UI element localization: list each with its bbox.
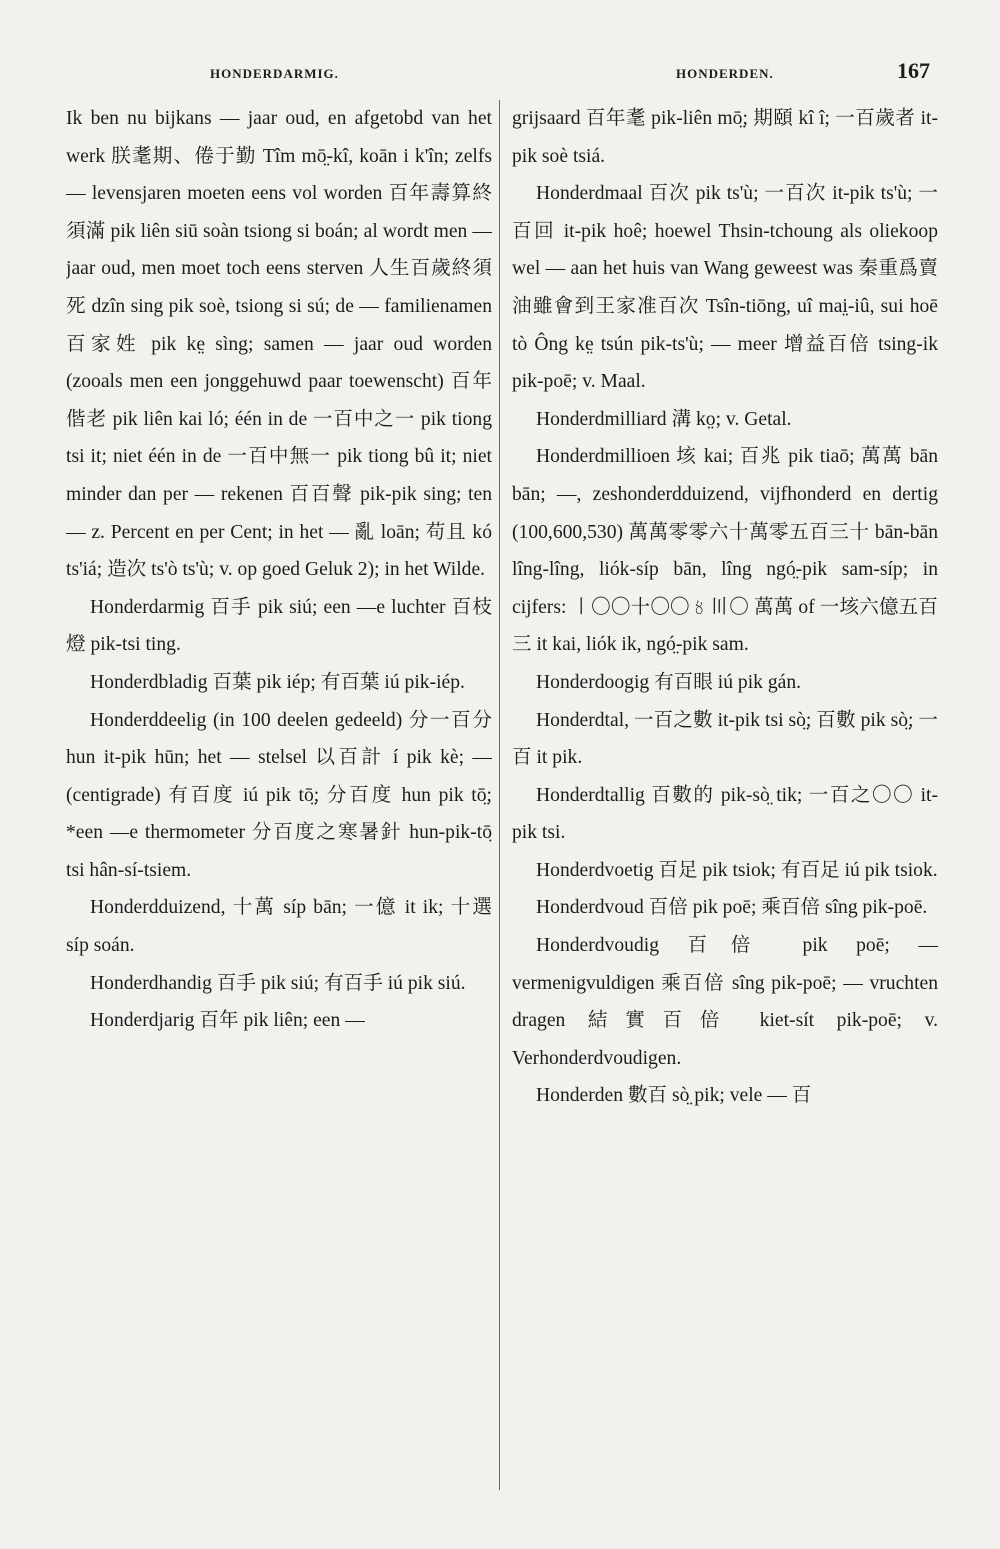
running-head-right: HONDERDEN.	[676, 66, 774, 81]
entry-honderdduizend: Honderdduizend, 十萬 síp bān; 一億 it ik; 十選 síp soán.	[66, 897, 492, 957]
entry-honderden: Honderden 數百 sò̤ pik; vele — 百	[536, 1085, 812, 1107]
right-column	[512, 100, 938, 1500]
entry-honderdjarig: Honderdjarig 百年 pik liên; een —	[90, 1010, 365, 1032]
entry-honderdvoetig: Honderdvoetig 百足 pik tsiok; 有百足 iú pik tsiok.	[536, 859, 938, 881]
page-header	[0, 58, 1000, 92]
entry-continuation: grijsaard 百年耄 pik-liên mō̤; 期頤 kî î; 一百歲者 it-pik soè tsiá.	[512, 108, 938, 167]
entry-honderdarmig: Honderdarmig 百手 pik siú; een —e luchter 百枝燈 pik-tsi ting.	[66, 596, 492, 656]
entry-honderdbladig: Honderdbladig 百葉 pik iép; 有百葉 iú pik-iép.	[90, 671, 465, 693]
entry-honderddeelig: Honderddeelig (in 100 deelen gedeeld) 分一百分 hun it-pik hūn; het — stelsel 以百計 í pik kè; — (centigrade) 有百度 iú pik tō̤; 分百度 hun pik tō̤; *een —e thermometer 分百度之寒暑針 hun-pik-tō̤ tsi hân-sí-tsiem.	[66, 709, 492, 881]
entry-honderdmilliard: Honderdmilliard 溝 ko̤; v. Getal.	[536, 408, 792, 430]
entry-honderdhandig: Honderdhandig 百手 pik siú; 有百手 iú pik siú.	[90, 972, 466, 994]
entry-honderdvoud: Honderdvoud 百倍 pik poē; 乘百倍 sîng pik-poē.	[536, 897, 928, 919]
left-column	[66, 100, 492, 1500]
entry-honderdmillioen: Honderdmillioen 垓 kai; 百兆 pik tiaō; 萬萬 bān bān; —, zeshonderdduizend, vijfhonderd en dertig (100,600,530) 萬萬零零六十萬零五百三十 bān-bān lîng-lîng, liók-síp bān, lîng ngó̤-pik sam-síp; in cijfers: 〡〇〇〸〇〇〥〣〇 萬萬 of 一垓六億五百三 it kai, liók ik, ngó̤-pik sam.	[512, 446, 938, 656]
entry-paragraph: Ik ben nu bijkans — jaar oud, en afgetobd van het werk 朕耄期、倦于勤 Tîm mō̤-kî, koān i k'în; zelfs — levensjaren moeten eens vol worden 百年壽算終須滿 pik liên siū soàn tsiong si boán; al wordt men — jaar oud, men moet toch eens sterven 人生百歲終須死 dzîn sing pik soè, tsiong si sú; de — familienamen 百家姓 pik ke̤ sìng; samen — jaar oud worden (zooals men een jonggehuwd paar toewenscht) 百年偕老 pik liên kai ló; één in de 一百中之一 pik tiong tsi it; niet één in de 一百中無一 pik tiong bû it; niet minder dan per — rekenen 百百聲 pik-pik sing; ten — z. Percent en per Cent; in het — 亂 loān; 苟且 kó ts'iá; 造次 ts'ò ts'ù; v. op goed Geluk 2); in het Wilde.	[66, 108, 492, 581]
running-head-left: HONDERDARMIG.	[210, 66, 339, 81]
page-number: 167	[897, 58, 930, 83]
column-divider	[499, 100, 500, 1490]
entry-honderdmaal: Honderdmaal 百次 pik ts'ù; 一百次 it-pik ts'ù; 一百回 it-pik hoê; hoewel Thsin-tchoung als oliekoop wel — aan het huis van Wang geweest was 秦重爲賣油雖會到王家准百次 Tsîn-tiōng, uî mai̤-iû, sui hoē tò Ông ke̤ tsún pik-ts'ù; — meer 增益百倍 tsing-ik pik-poē; v. Maal.	[512, 183, 938, 393]
entry-honderdoogig: Honderdoogig 有百眼 iú pik gán.	[536, 671, 802, 693]
entry-honderdtal: Honderdtal, 一百之數 it-pik tsi sò̤; 百數 pik sò̤; 一百 it pik.	[512, 709, 938, 769]
entry-honderdtallig: Honderdtallig 百數的 pik-sò̤ tik; 一百之〇〇 it-pik tsi.	[512, 784, 938, 844]
entry-honderdvoudig: Honderdvoudig 百倍 pik poē; — vermenigvuldigen 乘百倍 sîng pik-poē; — vruchten dragen 結實百倍 kiet-sít pik-poē; v. Verhonderdvoudigen.	[512, 935, 938, 1069]
